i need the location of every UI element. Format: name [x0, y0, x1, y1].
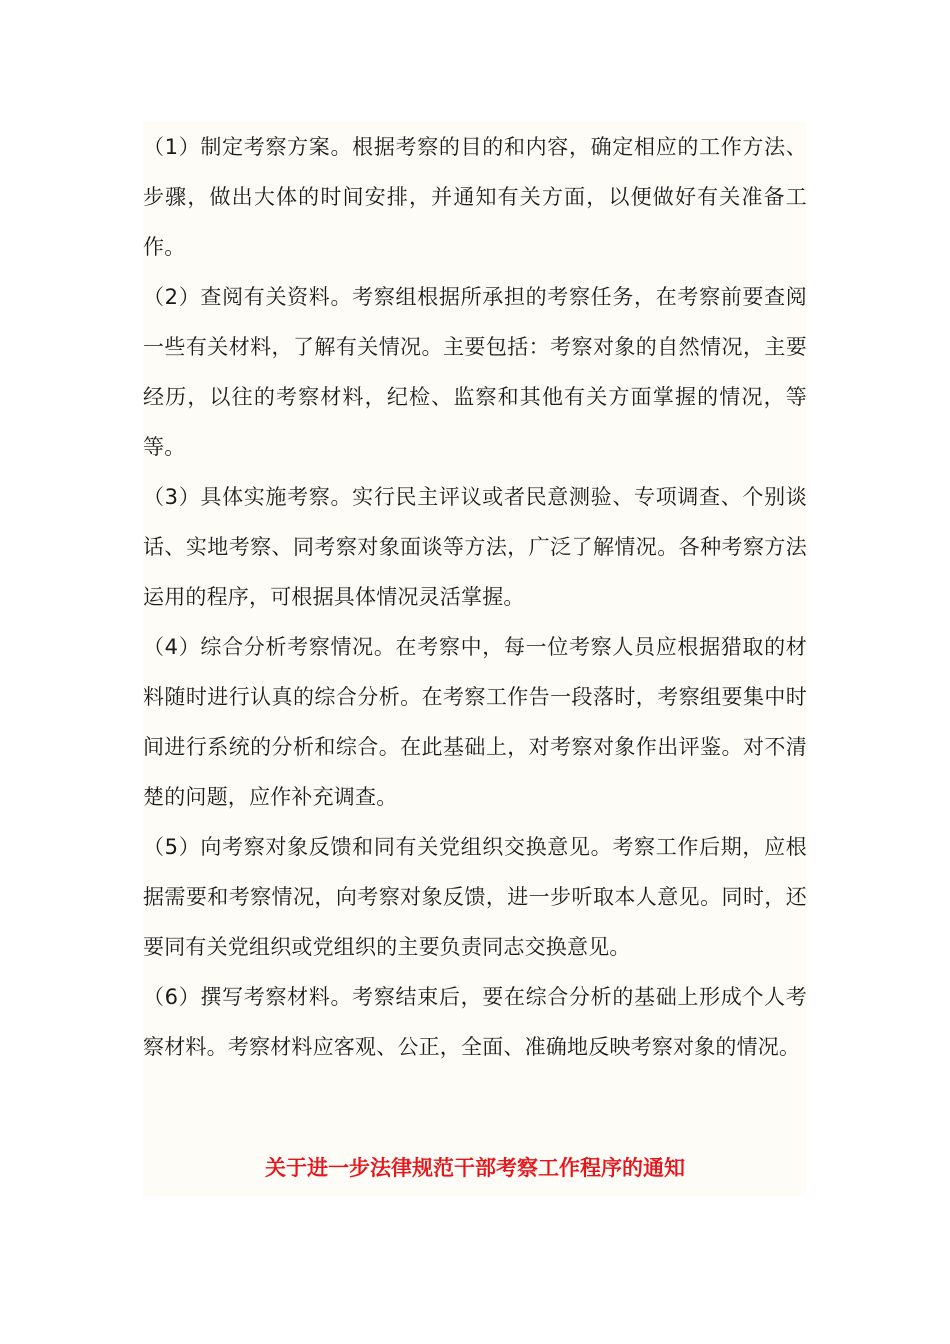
paragraph-4: （4）综合分析考察情况。在考察中，每一位考察人员应根据猎取的材料随时进行认真的综合分析。在考察工作告一段落时，考察组要集中时间进行系统的分析和综合。在此基础上，对考察对象作出评鉴。对不清楚的问题，应作补充调查。 — [143, 635, 807, 809]
paragraph-2: （2）查阅有关资料。考察组根据所承担的考察任务，在考察前要查阅一些有关材料，了解有关情况。主要包括：考察对象的自然情况，主要经历，以往的考察材料，纪检、监察和其他有关方面掌握的情况，等等。 — [143, 285, 807, 459]
paragraph-1: （1）制定考察方案。根据考察的目的和内容，确定相应的工作方法、步骤，做出大体的时间安排，并通知有关方面，以便做好有关准备工作。 — [143, 135, 807, 259]
paragraph-6: （6）撰写考察材料。考察结束后，要在综合分析的基础上形成个人考察材料。考察材料应客观、公正，全面、准确地反映考察对象的情况。 — [143, 985, 807, 1059]
section-title: 关于进一步法律规范干部考察工作程序的通知 — [265, 1156, 685, 1180]
document-body — [143, 122, 807, 1196]
paragraph-3: （3）具体实施考察。实行民主评议或者民意测验、专项调查、个别谈话、实地考察、同考察对象面谈等方法，广泛了解情况。各种考察方法运用的程序，可根据具体情况灵活掌握。 — [143, 485, 807, 609]
paragraph-5: （5）向考察对象反馈和同有关党组织交换意见。考察工作后期，应根据需要和考察情况，向考察对象反馈，进一步听取本人意见。同时，还要同有关党组织或党组织的主要负责同志交换意见。 — [143, 835, 807, 959]
